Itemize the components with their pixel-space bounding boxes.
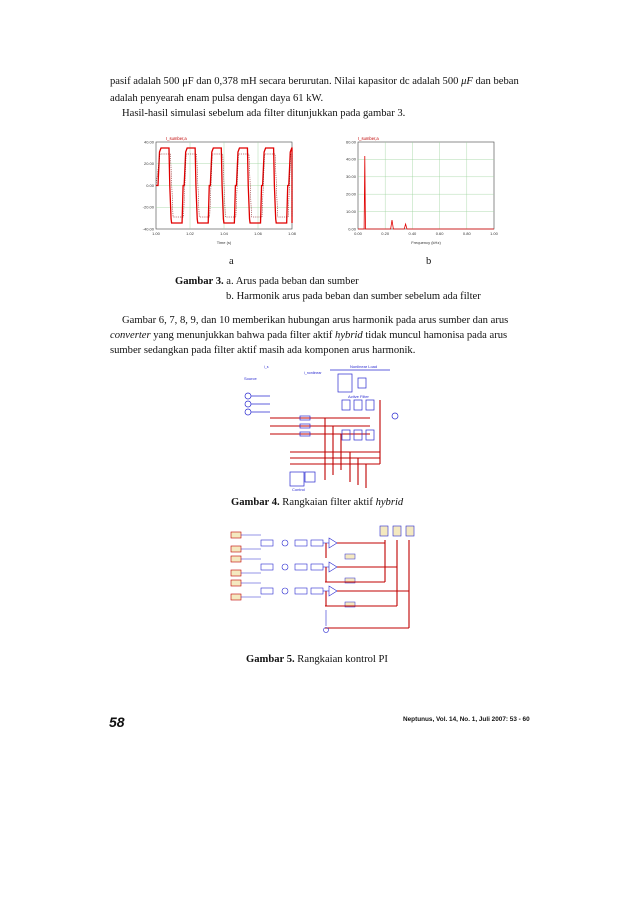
caption-text: a. Arus pada beban dan sumber xyxy=(223,276,359,287)
source-label: Source xyxy=(244,376,257,381)
page-number: 58 xyxy=(109,714,125,730)
left-y-tick: 40.00 xyxy=(143,139,154,145)
figure-3-caption xyxy=(175,276,359,287)
left-y-tick: 20.00 xyxy=(143,161,154,167)
left-x-tick: 1.08 xyxy=(288,231,296,236)
figure-3-label-b: b xyxy=(426,256,432,267)
left-x-tick: 1.00 xyxy=(152,231,160,236)
caption-label: Gambar 5. xyxy=(246,654,295,665)
right-x-tick: 0.80 xyxy=(462,231,471,236)
right-x-tick: 0.40 xyxy=(408,231,417,236)
nonlinear-load-label: Nonlinear Load xyxy=(350,364,378,369)
right-y-tick: 20.00 xyxy=(345,191,356,197)
figure-3-plots xyxy=(136,132,508,247)
left-x-tick: 1.02 xyxy=(186,231,194,236)
text: tidak muncul hamonisa pada arus xyxy=(362,330,508,341)
caption-text: Rangkaian kontrol PI xyxy=(294,654,388,665)
left-plot xyxy=(143,136,297,245)
text: yang menunjukkan bahwa pada filter aktif xyxy=(150,330,336,341)
figure-3-caption-line-2: b. Harmonik arus pada beban dan sumber sebelum ada filter xyxy=(226,291,481,302)
is-label: i_s xyxy=(264,365,269,369)
text: F dan 0,378 mH secara berurutan. Nilai kapasitor dc adalah 500 xyxy=(187,76,462,87)
italic-term: hybrid xyxy=(335,330,363,341)
right-y-tick: 0.00 xyxy=(348,226,356,232)
right-plot-title: I_sumber,a xyxy=(358,136,379,141)
paragraph-1-line-3: Hasil-hasil simulasi sebelum ada filter ditunjukkan pada gambar 3. xyxy=(122,108,406,119)
right-x-tick: 0.20 xyxy=(381,231,390,236)
paragraph-2-line-2 xyxy=(110,328,507,343)
pi-control-row xyxy=(231,556,397,583)
inonlinear-label: i_nonlinear xyxy=(304,371,322,375)
right-x-tick: 0.60 xyxy=(435,231,444,236)
right-y-tick: 40.00 xyxy=(345,156,356,162)
right-x-tick: 1.00 xyxy=(490,231,498,236)
figure-4-caption xyxy=(231,497,403,508)
left-plot-xlabel: Time (s) xyxy=(216,240,232,245)
mu-f-symbol: μF xyxy=(461,76,473,87)
left-x-tick: 1.04 xyxy=(220,231,228,236)
figure-5-caption xyxy=(246,654,388,665)
paragraph-2-line-1: Gambar 6, 7, 8, 9, dan 10 memberikan hubungan arus harmonik pada arus sumber dan arus xyxy=(122,315,509,326)
text: dan beban xyxy=(472,76,519,87)
caption-label: Gambar 4. xyxy=(231,497,280,508)
left-y-tick: -20.00 xyxy=(142,204,154,210)
paragraph-1-line-1 xyxy=(110,74,534,89)
journal-reference: Neptunus, Vol. 14, No. 1, Juli 2007: 53 - 60 xyxy=(403,716,530,723)
right-y-tick: 10.00 xyxy=(345,208,356,214)
paragraph-2-line-3: sumber sedangkan pada filter aktif masih ada komponen arus harmonik. xyxy=(110,345,416,356)
right-plot xyxy=(346,136,499,245)
right-y-tick: 30.00 xyxy=(345,174,356,180)
pi-control-row xyxy=(231,580,409,607)
right-plot-xlabel: Frequency (kHz) xyxy=(411,240,441,245)
italic-term: converter xyxy=(110,330,151,341)
left-y-tick: -40.00 xyxy=(142,226,154,232)
left-y-tick: 0.00 xyxy=(146,182,154,188)
figure-4-circuit xyxy=(230,360,412,493)
pi-control-row xyxy=(231,532,385,559)
figure-3-label-a: a xyxy=(229,256,234,267)
caption-label: Gambar 3. xyxy=(175,276,224,287)
mu-symbol: μ xyxy=(182,76,188,87)
paragraph-1-line-2: adalah penyearah enam pulsa dengan daya 61 kW. xyxy=(110,93,324,104)
active-filter-label: Active Filter xyxy=(348,394,369,399)
caption-italic: hybrid xyxy=(375,497,404,508)
right-x-tick: 0.00 xyxy=(354,231,362,236)
left-x-tick: 1.06 xyxy=(254,231,262,236)
text: pasif adalah 500 xyxy=(110,76,183,87)
figure-5-pi-control xyxy=(225,522,440,642)
right-y-tick: 60.00 xyxy=(345,139,356,145)
caption-text: Rangkaian filter aktif xyxy=(279,497,376,508)
control-label: Control xyxy=(292,487,305,492)
left-plot-title: I_sumber,a xyxy=(166,136,187,141)
